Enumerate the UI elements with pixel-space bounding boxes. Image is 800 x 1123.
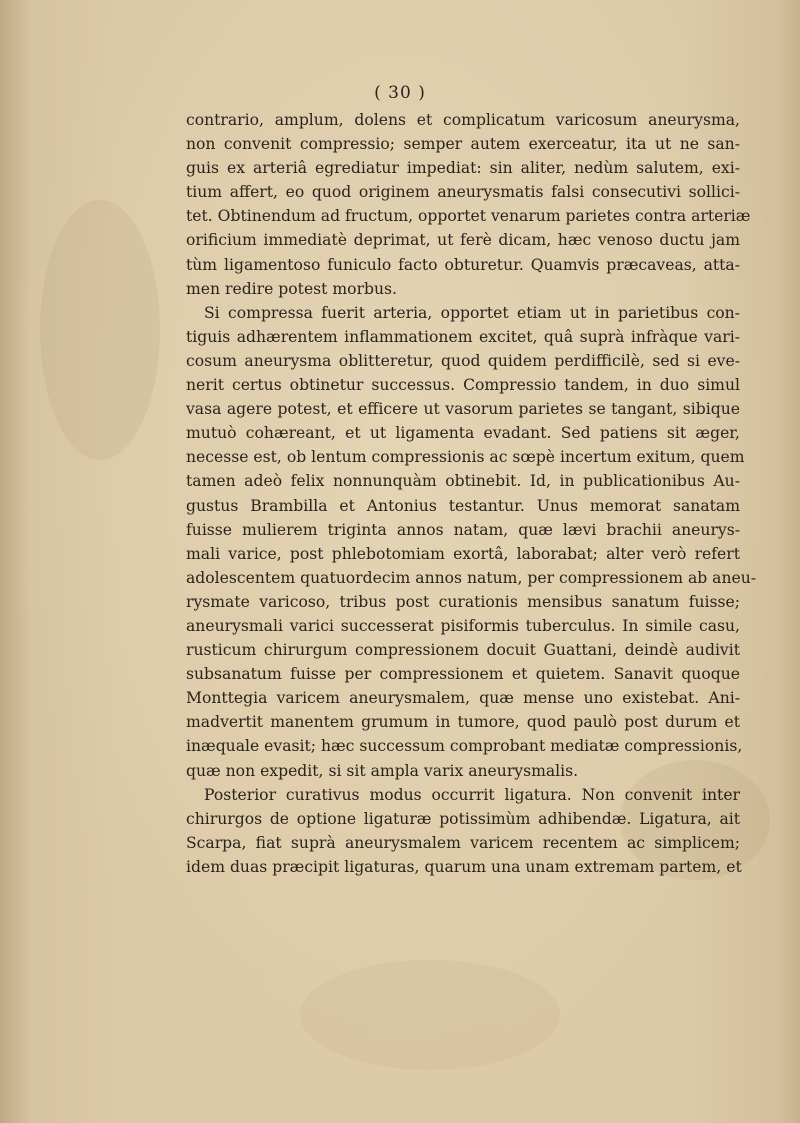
text-line: mali varice, post phlebotomiam exortâ, laborabat; alter verò refert <box>186 544 740 563</box>
text-line: orificium immediatè deprimat, ut ferè dicam, hæc venoso ductu jam <box>186 231 740 250</box>
text-line: cosum aneurysma oblitteretur, quod quidem perdifficilè, sed si eve- <box>186 351 740 370</box>
text-line: contrario, amplum, dolens et complicatum varicosum aneurysma, <box>186 111 740 129</box>
text-line: aneurysmali varici successerat pisiformis tuberculus. In simile casu, <box>186 616 740 635</box>
text-line: tiguis adhærentem inflammationem excitet, quâ suprà infràque vari- <box>186 327 740 346</box>
text-line: tium affert, eo quod originem aneurysmatis falsi consecutivi sollici- <box>186 183 740 202</box>
text-line: men redire potest morbus. <box>186 279 398 298</box>
text-line: non convenit compressio; semper autem exerceatur, ita ut ne san- <box>186 135 740 154</box>
paper-stain <box>300 960 560 1070</box>
text-line: vasa agere potest, et efficere ut vasorum parietes se tangant, sibique <box>186 400 740 419</box>
page-number: ( 30 ) <box>374 83 426 103</box>
text-line: adolescentem quatuordecim annos natum, per compressionem ab aneu- <box>186 568 757 587</box>
text-line: quæ non expedit, si sit ampla varix aneurysmalis. <box>186 761 579 780</box>
text-line: tùm ligamentoso funiculo facto obturetur. Quamvis præcaveas, atta- <box>186 255 740 274</box>
text-line: rusticum chirurgum compressionem docuit Guattani, deindè audivit <box>186 641 740 660</box>
text-line: chirurgos de optione ligaturæ potissimùm adhibendæ. Ligatura, ait <box>186 809 740 828</box>
text-line: tet. Obtinendum ad fructum, opportet venarum parietes contra arteriæ <box>186 207 751 226</box>
text-line: Posterior curativus modus occurrit ligatura. Non convenit inter <box>204 785 740 804</box>
body-text <box>186 108 757 879</box>
text-line: madvertit manentem grumum in tumore, quod paulò post durum et <box>186 713 740 732</box>
text-line: guis ex arteriâ egrediatur impediat: sin aliter, nedùm salutem, exi- <box>186 159 740 178</box>
text-line: subsanatum fuisse per compressionem et quietem. Sanavit quoque <box>186 665 740 684</box>
text-line: gustus Brambilla et Antonius testantur. Unus memorat sanatam <box>186 496 740 515</box>
text-line: tamen adeò felix nonnunquàm obtinebit. Id, in publicationibus Au- <box>186 472 740 491</box>
text-line: fuisse mulierem triginta annos natam, quæ lævi brachii aneurys- <box>186 520 740 539</box>
text-line: Si compressa fuerit arteria, opportet etiam ut in parietibus con- <box>204 303 740 322</box>
text-line: mutuò cohæreant, et ut ligamenta evadant. Sed patiens sit æger, <box>186 424 740 443</box>
text-line: rysmate varicoso, tribus post curationis mensibus sanatum fuisse; <box>186 592 740 611</box>
text-line: nerit certus obtinetur successus. Compressio tandem, in duo simul <box>186 376 740 395</box>
text-line: idem duas præcipit ligaturas, quarum una unam extremam partem, et <box>186 857 742 876</box>
text-line: inæquale evasit; hæc successum comprobant mediatæ compressionis, <box>186 737 743 756</box>
paper-stain <box>40 200 160 460</box>
text-line: Scarpa, fiat suprà aneurysmalem varicem recentem ac simplicem; <box>186 833 740 852</box>
text-line: necesse est, ob lentum compressionis ac sœpè incertum exitum, quem <box>186 448 745 467</box>
text-line: Monttegia varicem aneurysmalem, quæ mense uno existebat. Ani- <box>186 689 740 708</box>
